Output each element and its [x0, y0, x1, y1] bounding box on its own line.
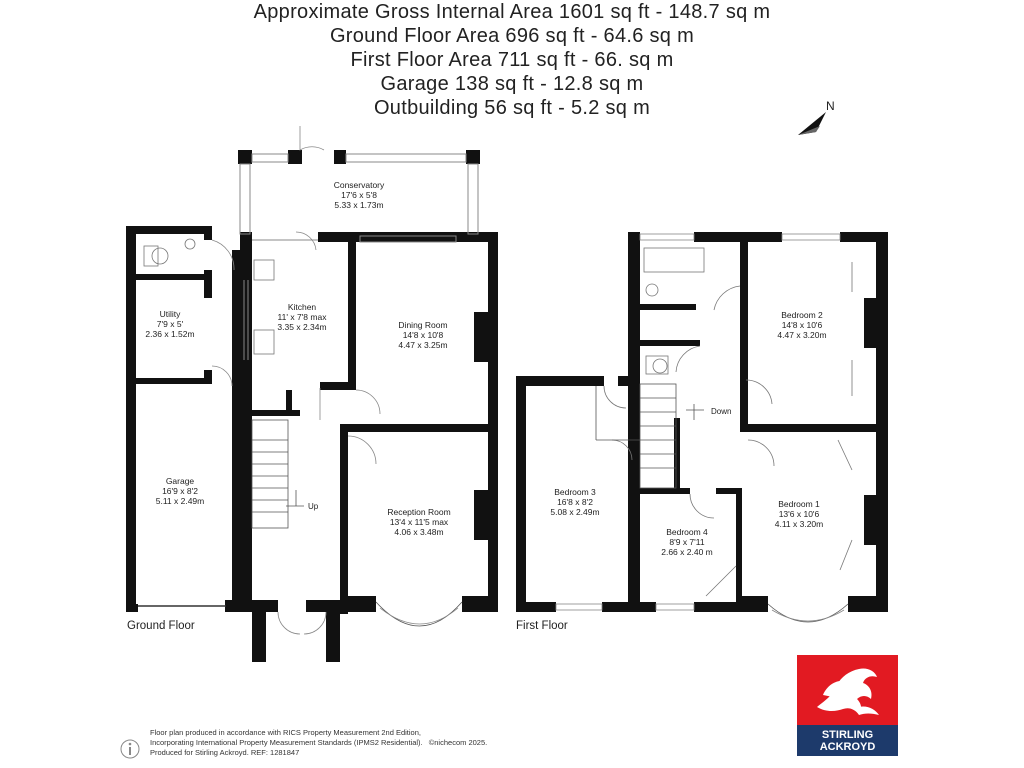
- stairs-up-label: Up: [308, 502, 319, 511]
- ground-floor-label: Ground Floor: [127, 620, 195, 632]
- footer-notes: [150, 728, 487, 758]
- room-garage: [156, 476, 205, 506]
- footer-line-2-text: Incorporating International Property Measurement Standards (IPMS2 Residential).: [150, 738, 423, 747]
- garage-area-line: Garage 138 sq ft - 12.8 sq m: [380, 73, 644, 95]
- room-metric: 5.08 x 2.49m: [550, 507, 600, 517]
- room-bedroom2: [777, 310, 826, 340]
- footer-line-3: Produced for Stirling Ackroyd. REF: 1281847: [150, 748, 300, 757]
- room-name: Dining Room: [398, 320, 448, 330]
- room-name: Garage: [165, 476, 195, 486]
- logo-griffin-panel: [797, 655, 898, 725]
- room-conservatory: [334, 180, 385, 210]
- room-name: Kitchen: [287, 302, 317, 312]
- room-name: Bedroom 3: [554, 487, 596, 497]
- room-name: Bedroom 4: [666, 527, 708, 537]
- room-imperial: 8'9 x 7'11: [669, 537, 705, 547]
- room-name: Bedroom 1: [778, 499, 820, 509]
- room-bedroom4: [661, 527, 713, 557]
- room-imperial: 14'8 x 10'6: [781, 320, 823, 330]
- first-floor-stairs: [596, 384, 704, 488]
- room-name: Reception Room: [387, 507, 451, 517]
- room-metric: 5.11 x 2.49m: [155, 496, 205, 506]
- room-imperial: 16'9 x 8'2: [162, 486, 198, 496]
- room-metric: 5.33 x 1.73m: [334, 200, 384, 210]
- room-name: Bedroom 2: [781, 310, 823, 320]
- room-bedroom3: [550, 487, 599, 517]
- room-imperial: 13'4 x 11'5 max: [389, 517, 449, 527]
- outbuilding-area-line: Outbuilding 56 sq ft - 5.2 sq m: [373, 97, 651, 119]
- room-metric: 4.06 x 3.48m: [394, 527, 444, 537]
- room-kitchen: [277, 302, 327, 332]
- compass-north-label: N: [826, 99, 835, 113]
- ground-floor-area-line: Ground Floor Area 696 sq ft - 64.6 sq m: [329, 25, 695, 47]
- room-imperial: 17'6 x 5'8: [341, 190, 377, 200]
- logo-text-panel: [797, 725, 898, 756]
- room-name: Utility: [159, 309, 181, 319]
- room-metric: 2.66 x 2.40 m: [661, 547, 713, 557]
- footer-line-2: [150, 738, 487, 748]
- first-floor-label: First Floor: [516, 620, 568, 632]
- room-imperial: 14'8 x 10'8: [402, 330, 444, 340]
- room-imperial: 7'9 x 5': [156, 319, 184, 329]
- first-floor-area-line: First Floor Area 711 sq ft - 66. sq m: [350, 49, 674, 71]
- room-metric: 4.47 x 3.25m: [398, 340, 448, 350]
- info-icon: [120, 736, 140, 762]
- compass-icon: [798, 99, 835, 135]
- stirling-ackroyd-logo: [797, 655, 898, 756]
- room-metric: 4.47 x 3.20m: [777, 330, 827, 340]
- griffin-icon: [797, 655, 898, 725]
- room-imperial: 11' x 7'8 max: [277, 312, 327, 322]
- ground-floor-walls: [126, 150, 498, 662]
- logo-line-2: ACKROYD: [819, 741, 876, 753]
- room-bedroom1: [775, 499, 824, 529]
- footer-line-1: Floor plan produced in accordance with RICS Property Measurement 2nd Edition,: [150, 728, 421, 737]
- room-metric: 3.35 x 2.34m: [277, 322, 327, 332]
- room-imperial: 16'8 x 8'2: [557, 497, 593, 507]
- ground-stairs: [252, 420, 304, 528]
- room-utility: [145, 309, 194, 339]
- room-imperial: 13'6 x 10'6: [778, 509, 820, 519]
- room-metric: 4.11 x 3.20m: [774, 519, 824, 529]
- room-metric: 2.36 x 1.52m: [145, 329, 195, 339]
- first-floor-fittings: [604, 248, 852, 596]
- gross-area-line: Approximate Gross Internal Area 1601 sq ft - 148.7 sq m: [253, 1, 771, 23]
- footer-copyright: ©nichecom 2025.: [428, 738, 488, 747]
- room-dining: [398, 320, 447, 350]
- room-reception: [387, 507, 450, 537]
- stairs-down-label: Down: [711, 407, 732, 416]
- logo-line-1: STIRLING: [821, 729, 874, 741]
- room-name: Conservatory: [333, 180, 385, 190]
